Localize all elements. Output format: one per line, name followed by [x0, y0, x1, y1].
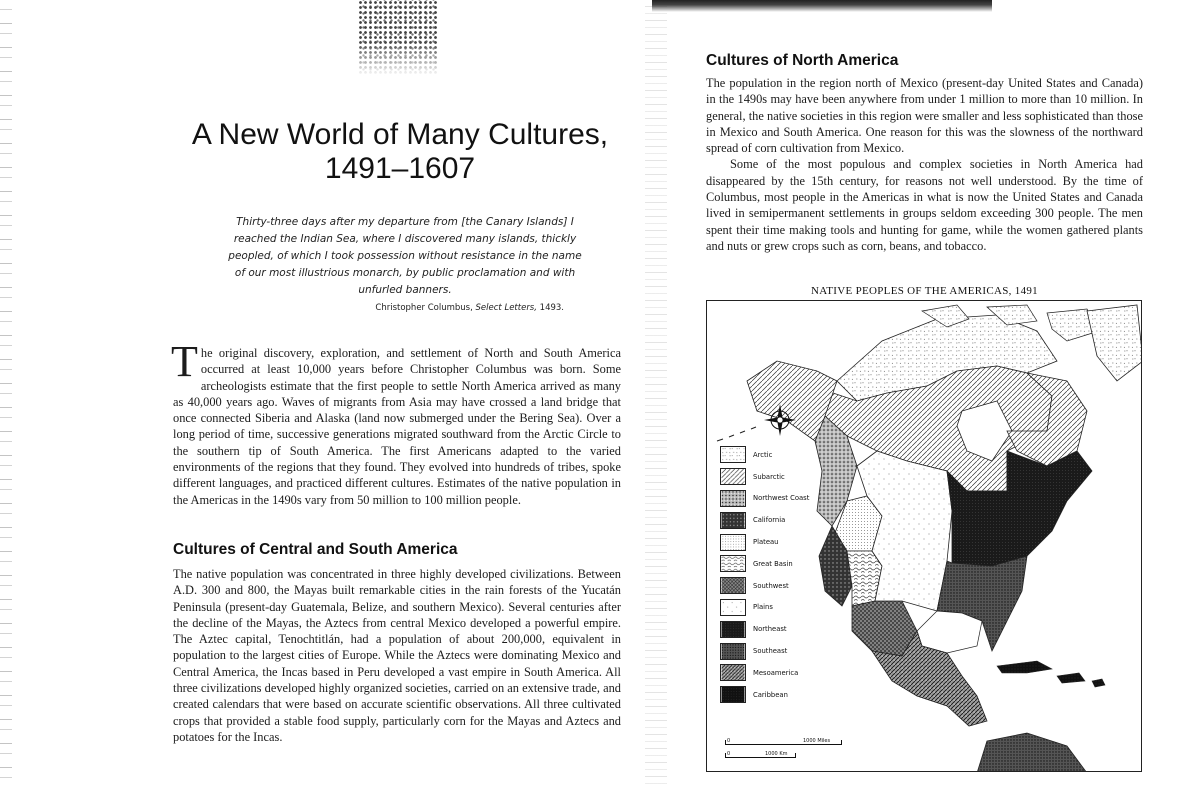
legend-item [720, 444, 850, 466]
attribution-year: 1493. [539, 303, 564, 313]
legend-item [720, 466, 850, 488]
legend-label: Mesoamerica [753, 668, 799, 677]
map-legend [720, 444, 850, 706]
legend-label: Caribbean [753, 690, 788, 699]
chapter-ornament [358, 0, 438, 76]
south-america-tip [977, 733, 1087, 772]
legend-label: California [753, 516, 786, 525]
scale-tick [795, 753, 796, 758]
section-heading-north-america: Cultures of North America [706, 52, 899, 69]
legend-item [720, 509, 850, 531]
legend-swatch-northeast [720, 621, 746, 638]
region-greenland [1087, 305, 1142, 381]
gulf-of-mexico [917, 611, 982, 653]
north-paragraph-2: Some of the most populous and complex societies in North America had disappeared by the 15th century, for reasons not well understood. By the time of Columbus, most people in the Americas in what is now the United States and Canada lived in semipermanent settlements in groups seldom exceeding 300 people. The men spent their time making tools and hunting for game, while the women gathered plants and nuts or grew crops such as corn, beans, and tobacco. [706, 157, 1143, 253]
legend-item [720, 575, 850, 597]
legend-swatch-subarctic [720, 468, 746, 485]
scale-line-km [725, 757, 795, 758]
intro-text: he original discovery, exploration, and settlement of North and South America occurred at least 10,000 years before Christopher Columbus was born. Some archeologists estimate that the first people to settle North America arrived as many as 40,000 years ago. Waves of migrants from Asia may have crossed a land bridge that once connected Siberia and Alaska (land now submerged under the Bering Sea). Over a long period of time, successive generations migrated southward from the Arctic Circle to the southern tip of South America. The first Americans adapted to the varied environments of the regions that they found. They evolved into hundreds of tribes, spoke different languages, and practiced different cultures. Estimates of the native population in the Americas in the 1490s vary from 50 million to 100 million people. [173, 346, 621, 507]
legend-label: Southeast [753, 647, 788, 656]
legend-swatch-california [720, 512, 746, 529]
map-title: NATIVE PEOPLES OF THE AMERICAS, 1491 [811, 285, 1038, 297]
chapter-title-line-2: 1491–1607 [324, 152, 476, 185]
legend-item [720, 553, 850, 575]
legend-label: Arctic [753, 450, 773, 459]
scale-tick [725, 740, 726, 745]
scale-zero-km: 0 [727, 751, 731, 757]
legend-label: Southwest [753, 581, 789, 590]
north-america-text [706, 75, 1143, 254]
intro-paragraph [171, 337, 621, 508]
legend-swatch-arctic [720, 446, 746, 463]
central-south-paragraph: The native population was concentrated in three highly developed civilizations. Between A.D. 300 and 800, the Mayas built remarkable cities in the rain forests of the Yucatán Peninsula (present-day Guatemala, Belize, and southern Mexico). Several centuries after the decline of the Mayas, the Aztecs from central Mexico developed a powerful empire. The Aztec capital, Tenochtitlán, had a population of about 200,000, equivalent in population to the largest cities of Europe. While the Aztecs were dominating Mexico and Central America, the Incas based in Peru developed a vast empire in South America. All three civilizations developed highly organized societies, carried on an extensive trade, and created calendars that were based on accurate scientific observations. All three cultivated crops that provided a stable food supply, particularly corn for the Mayas and Aztecs and potatoes for the Incas. [173, 567, 621, 744]
legend-swatch-southwest [720, 577, 746, 594]
legend-label: Great Basin [753, 559, 793, 568]
chapter-title-line-1: A New World of Many Cultures, [191, 118, 609, 151]
chapter-title [150, 118, 650, 186]
legend-swatch-northwest-coast [720, 490, 746, 507]
legend-item [720, 640, 850, 662]
scale-label-km: 1000 Km [765, 751, 788, 757]
attribution-source: Select Letters, [475, 303, 537, 313]
attribution-author: Christopher Columbus, [375, 303, 473, 313]
legend-item [720, 684, 850, 706]
legend-swatch-caribbean [720, 686, 746, 703]
legend-item [720, 597, 850, 619]
scale-tick [725, 753, 726, 758]
map-scale-bar [725, 738, 845, 764]
legend-label: Plains [753, 603, 773, 612]
legend-swatch-mesoamerica [720, 664, 746, 681]
epigraph-quote: Thirty-three days after my departure from [the Canary Islands] I reached the Indian Sea, where I discovered many islands, thickly peopled, of which I took possession without resistance in the name of our most illustrious monarch, by public proclamation and with unfurled banners. [228, 216, 582, 296]
legend-item [720, 488, 850, 510]
drop-cap: T [171, 337, 198, 386]
aleutian-islands [717, 427, 756, 441]
epigraph-attribution [300, 303, 564, 313]
north-paragraph-1: The population in the region north of Mexico (present-day United States and Canada) in the 1490s may have been anywhere from under 1 million to more than 10 million. In general, the native societies in this region were smaller and less sophisticated than those in Mexico and South America. One reason for this was the slowness of the northward spread of corn cultivation from Mexico. [706, 76, 1143, 156]
scale-zero-miles: 0 [727, 738, 731, 744]
scale-tick [841, 740, 842, 745]
legend-swatch-great-basin [720, 555, 746, 572]
legend-item [720, 618, 850, 640]
legend-item [720, 662, 850, 684]
legend-label: Northwest Coast [753, 494, 810, 503]
legend-swatch-plains [720, 599, 746, 616]
legend-label: Subarctic [753, 472, 785, 481]
scale-label-miles: 1000 Miles [803, 738, 831, 744]
section-heading-central-south: Cultures of Central and South America [173, 541, 458, 558]
region-caribbean [997, 661, 1105, 687]
legend-label: Northeast [753, 625, 787, 634]
scale-line-miles [725, 744, 841, 745]
legend-item [720, 531, 850, 553]
compass-rose-icon [762, 402, 798, 438]
legend-swatch-southeast [720, 643, 746, 660]
legend-label: Plateau [753, 538, 779, 547]
legend-swatch-plateau [720, 534, 746, 551]
